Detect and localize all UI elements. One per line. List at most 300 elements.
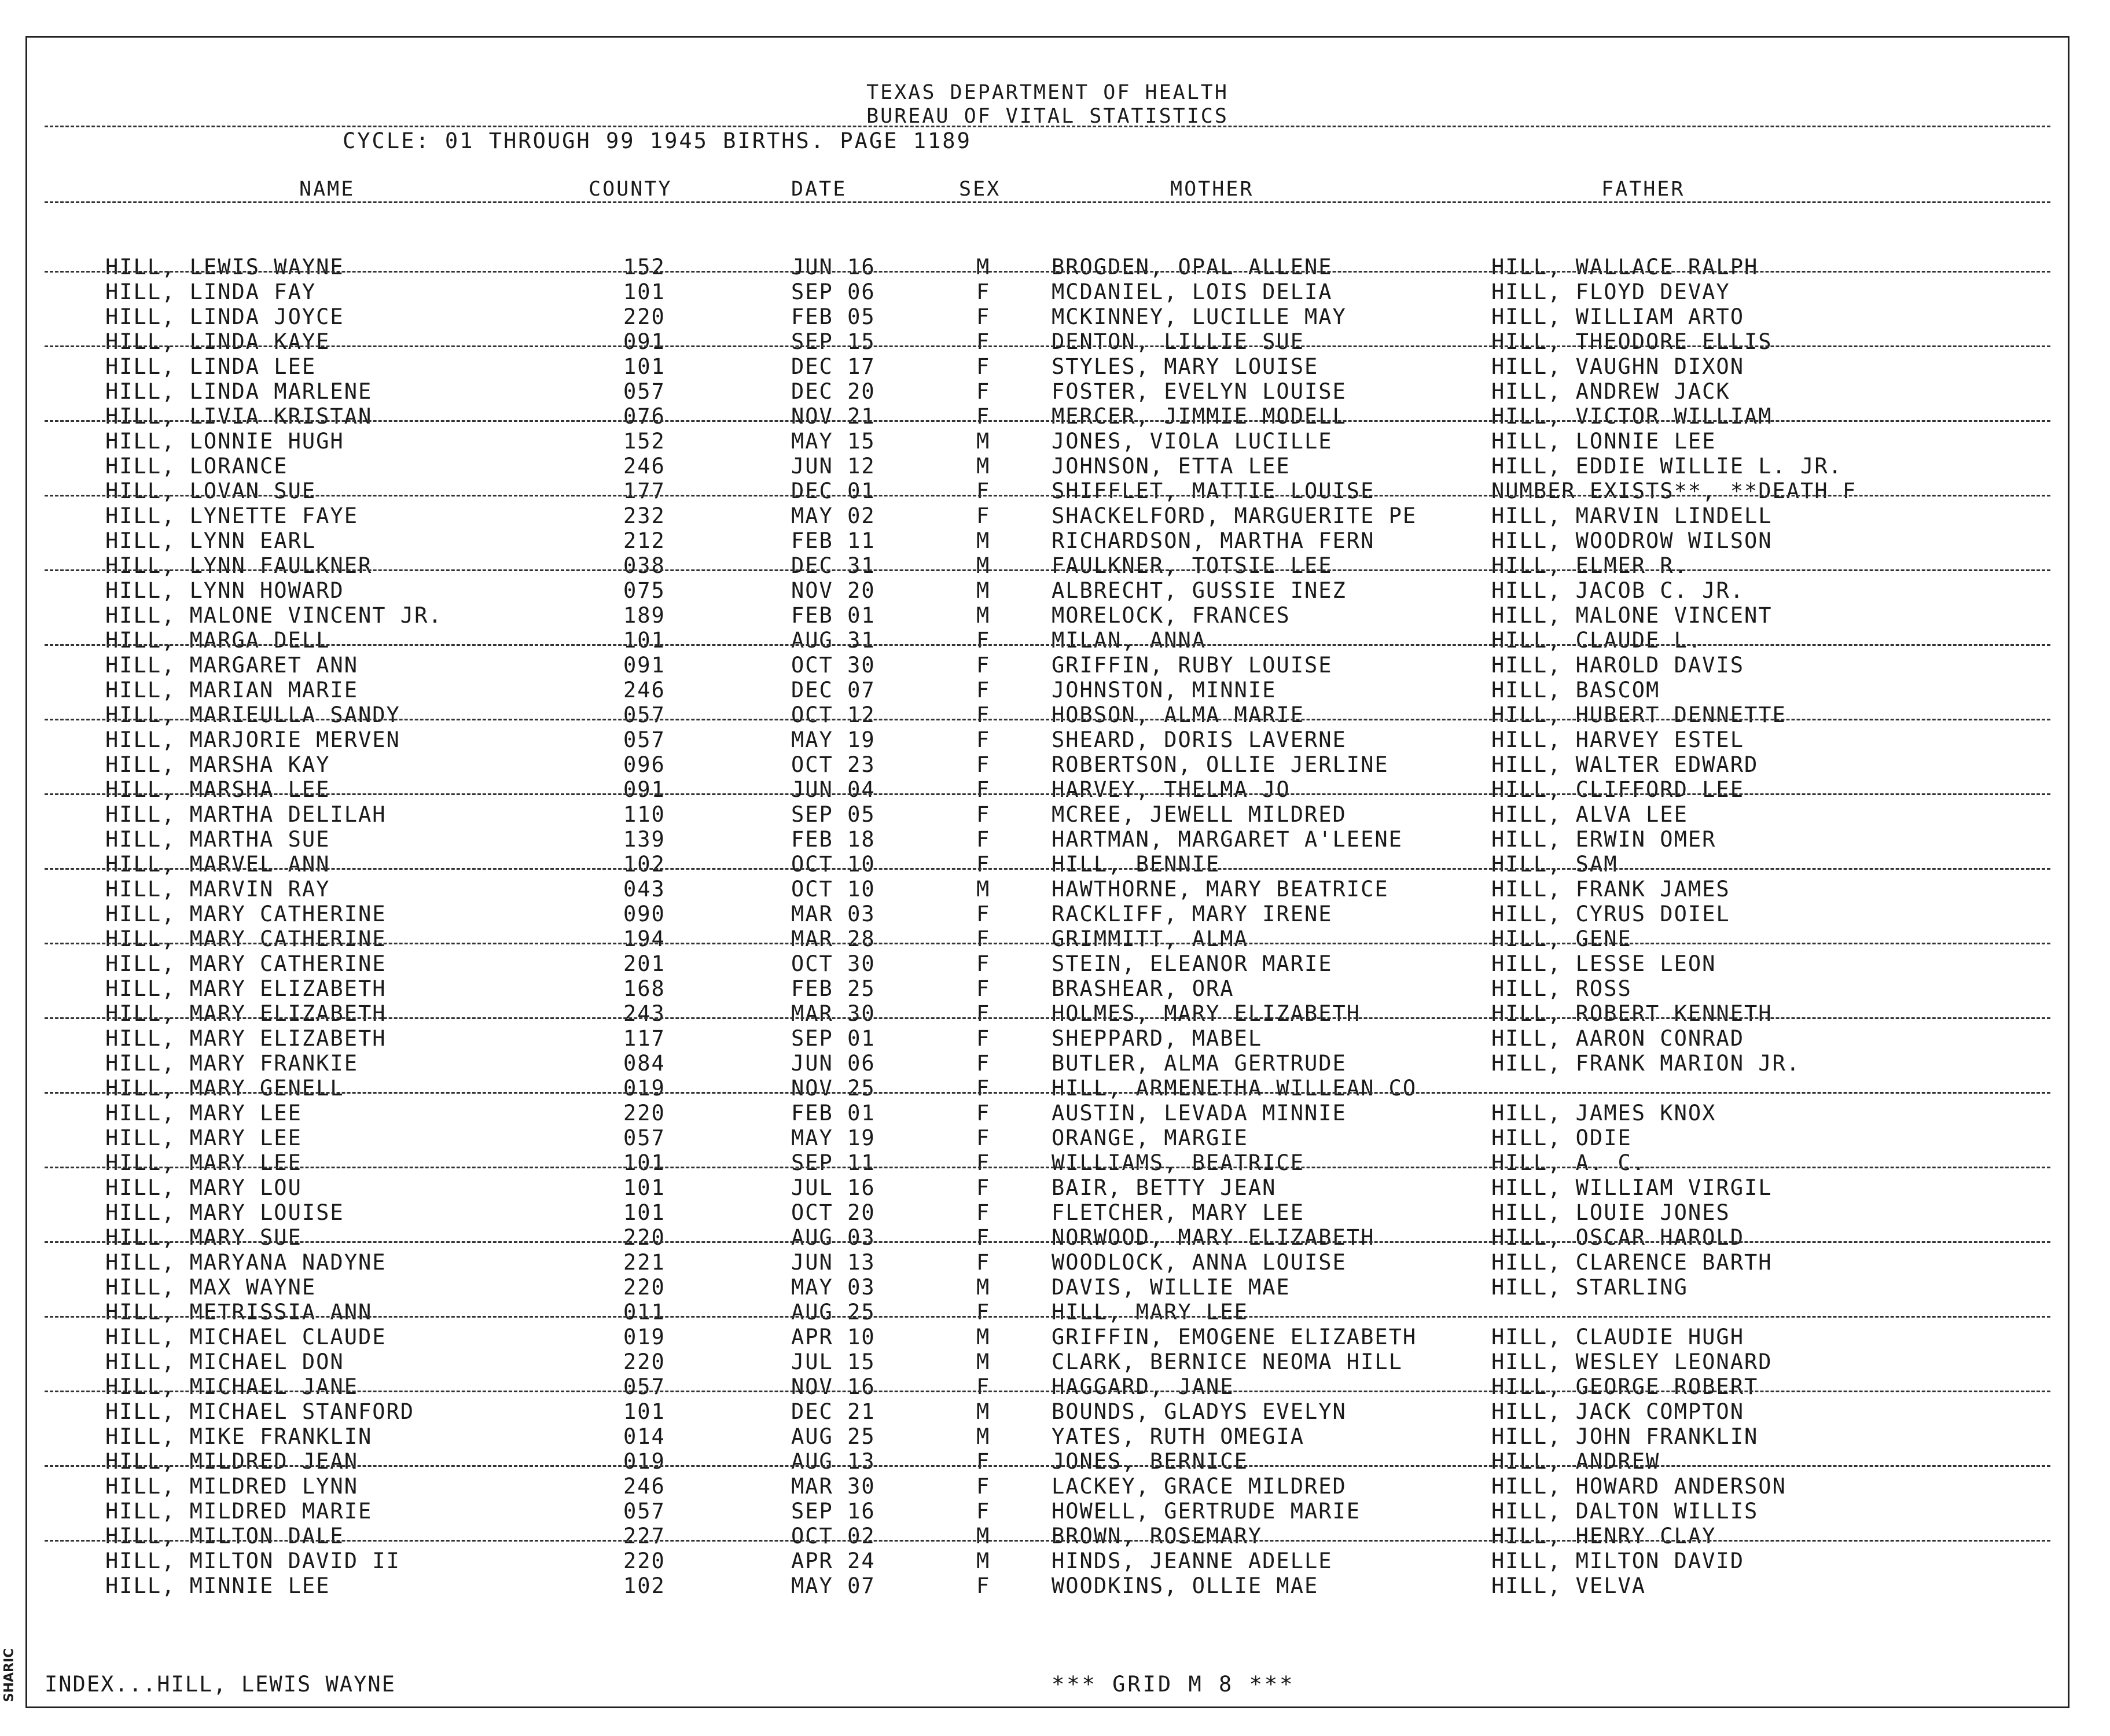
cell-date: OCT 30 xyxy=(791,653,876,678)
cell-date: OCT 20 xyxy=(791,1200,876,1225)
cell-sex: F xyxy=(976,1300,991,1325)
cell-date: APR 10 xyxy=(791,1325,876,1349)
cell-sex: M xyxy=(976,1549,991,1573)
cell-name: HILL, LOVAN SUE xyxy=(105,479,317,503)
cell-date: APR 24 xyxy=(791,1549,876,1573)
cell-name: HILL, LYNETTE FAYE xyxy=(105,503,358,528)
cell-sex: M xyxy=(976,1349,991,1374)
cell-date: MAR 30 xyxy=(791,1001,876,1026)
cell-mother: BUTLER, ALMA GERTRUDE xyxy=(1052,1051,1347,1076)
cell-name: HILL, MICHAEL CLAUDE xyxy=(105,1325,387,1349)
cell-date: MAY 15 xyxy=(791,429,876,454)
cell-date: NOV 16 xyxy=(791,1374,876,1399)
table-row xyxy=(27,503,2068,528)
cell-date: FEB 11 xyxy=(791,528,876,553)
cell-name: HILL, MILDRED MARIE xyxy=(105,1499,373,1524)
cell-name: HILL, MARY SUE xyxy=(105,1225,302,1250)
cell-name: HILL, MINNIE LEE xyxy=(105,1573,330,1598)
cell-mother: HOWELL, GERTRUDE MARIE xyxy=(1052,1499,1361,1524)
cell-sex: F xyxy=(976,354,991,379)
cell-county: 019 xyxy=(623,1076,666,1101)
cell-name: HILL, MARY LEE xyxy=(105,1150,302,1175)
cell-sex: F xyxy=(976,802,991,827)
cell-mother: FAULKNER, TOTSIE LEE xyxy=(1052,553,1333,578)
cell-mother: MILAN, ANNA xyxy=(1052,628,1207,653)
table-row xyxy=(27,628,2068,653)
cell-county: 102 xyxy=(623,1573,666,1598)
table-row xyxy=(27,926,2068,951)
cell-sex: F xyxy=(976,1126,991,1150)
cell-name: HILL, MARGA DELL xyxy=(105,628,330,653)
cell-county: 075 xyxy=(623,578,666,603)
cell-sex: M xyxy=(976,578,991,603)
cell-sex: F xyxy=(976,1474,991,1499)
cell-date: AUG 25 xyxy=(791,1300,876,1325)
cell-mother: BAIR, BETTY JEAN xyxy=(1052,1175,1277,1200)
cell-name: HILL, LIVIA KRISTAN xyxy=(105,404,373,429)
cell-name: HILL, MALONE VINCENT JR. xyxy=(105,603,443,628)
table-row xyxy=(27,553,2068,578)
cell-mother: GRIFFIN, RUBY LOUISE xyxy=(1052,653,1333,678)
cell-date: FEB 01 xyxy=(791,603,876,628)
cell-father: HILL, SAM xyxy=(1491,852,1618,877)
cell-name: HILL, MARSHA KAY xyxy=(105,752,330,777)
cell-name: HILL, LYNN EARL xyxy=(105,528,317,553)
cell-date: MAR 28 xyxy=(791,926,876,951)
cell-mother: STEIN, ELEANOR MARIE xyxy=(1052,951,1333,976)
cell-name: HILL, MILDRED LYNN xyxy=(105,1474,358,1499)
cell-father: HILL, VICTOR WILLIAM xyxy=(1491,404,1773,429)
cell-date: SEP 11 xyxy=(791,1150,876,1175)
cell-mother: MORELOCK, FRANCES xyxy=(1052,603,1291,628)
cell-father: HILL, ALVA LEE xyxy=(1491,802,1688,827)
table-row xyxy=(27,354,2068,379)
cell-father: HILL, DALTON WILLIS xyxy=(1491,1499,1759,1524)
cell-name: HILL, MAX WAYNE xyxy=(105,1275,317,1300)
cell-date: JUL 15 xyxy=(791,1349,876,1374)
cell-mother: HOLMES, MARY ELIZABETH xyxy=(1052,1001,1361,1026)
cell-county: 220 xyxy=(623,1225,666,1250)
cell-father: HILL, HUBERT DENNETTE xyxy=(1491,703,1786,727)
column-header-date: DATE xyxy=(791,178,847,201)
cell-father: HILL, WALLACE RALPH xyxy=(1491,255,1759,279)
cell-county: 084 xyxy=(623,1051,666,1076)
cell-name: HILL, MARVIN RAY xyxy=(105,877,330,902)
cell-father: NUMBER EXISTS**, **DEATH F xyxy=(1491,479,1857,503)
cell-sex: M xyxy=(976,1275,991,1300)
cell-name: HILL, MILDRED JEAN xyxy=(105,1449,358,1474)
cell-date: FEB 01 xyxy=(791,1101,876,1126)
cell-sex: F xyxy=(976,304,991,329)
cell-name: HILL, MICHAEL DON xyxy=(105,1349,344,1374)
cell-father: HILL, CLAUDE L. xyxy=(1491,628,1703,653)
cell-sex: F xyxy=(976,1499,991,1524)
cell-mother: BROGDEN, OPAL ALLENE xyxy=(1052,255,1333,279)
cell-mother: FOSTER, EVELYN LOUISE xyxy=(1052,379,1347,404)
cell-county: 101 xyxy=(623,1200,666,1225)
records-table xyxy=(27,255,2068,1598)
cell-sex: F xyxy=(976,678,991,703)
cell-father: HILL, FLOYD DEVAY xyxy=(1491,279,1730,304)
cell-sex: F xyxy=(976,1076,991,1101)
document-frame xyxy=(25,36,2069,1708)
bureau-title: BUREAU OF VITAL STATISTICS xyxy=(866,105,1229,128)
cell-name: HILL, LYNN FAULKNER xyxy=(105,553,373,578)
cell-name: HILL, MARIEULLA SANDY xyxy=(105,703,400,727)
cell-date: DEC 21 xyxy=(791,1399,876,1424)
table-row xyxy=(27,279,2068,304)
table-row xyxy=(27,329,2068,354)
cell-sex: F xyxy=(976,727,991,752)
cell-father: HILL, STARLING xyxy=(1491,1275,1688,1300)
cell-date: FEB 05 xyxy=(791,304,876,329)
cell-mother: DAVIS, WILLIE MAE xyxy=(1052,1275,1291,1300)
cell-date: AUG 13 xyxy=(791,1449,876,1474)
cell-date: DEC 07 xyxy=(791,678,876,703)
cell-county: 189 xyxy=(623,603,666,628)
cell-sex: F xyxy=(976,404,991,429)
cell-name: HILL, MARY LOUISE xyxy=(105,1200,344,1225)
cell-name: HILL, LONNIE HUGH xyxy=(105,429,344,454)
cell-date: DEC 20 xyxy=(791,379,876,404)
cell-name: HILL, LINDA JOYCE xyxy=(105,304,344,329)
table-row xyxy=(27,379,2068,404)
cell-sex: M xyxy=(976,528,991,553)
cell-date: SEP 15 xyxy=(791,329,876,354)
cell-name: HILL, MILTON DAVID II xyxy=(105,1549,400,1573)
cell-father: HILL, GEORGE ROBERT xyxy=(1491,1374,1759,1399)
cell-county: 101 xyxy=(623,1150,666,1175)
cell-sex: M xyxy=(976,1424,991,1449)
cell-father: HILL, THEODORE ELLIS xyxy=(1491,329,1773,354)
table-row xyxy=(27,1275,2068,1300)
cell-sex: F xyxy=(976,279,991,304)
cell-father: HILL, HOWARD ANDERSON xyxy=(1491,1474,1786,1499)
cell-name: HILL, LINDA LEE xyxy=(105,354,317,379)
cell-name: HILL, MARGARET ANN xyxy=(105,653,358,678)
cell-county: 152 xyxy=(623,429,666,454)
cell-county: 090 xyxy=(623,902,666,926)
cell-father: HILL, VELVA xyxy=(1491,1573,1646,1598)
cell-father: HILL, A. C. xyxy=(1491,1150,1646,1175)
cell-date: JUN 06 xyxy=(791,1051,876,1076)
cell-sex: F xyxy=(976,976,991,1001)
cell-name: HILL, MARY ELIZABETH xyxy=(105,1001,387,1026)
cell-mother: CLARK, BERNICE NEOMA HILL xyxy=(1052,1349,1403,1374)
cell-father: HILL, CLAUDIE HUGH xyxy=(1491,1325,1744,1349)
cell-name: HILL, MARY LEE xyxy=(105,1126,302,1150)
table-row xyxy=(27,1524,2068,1549)
cell-name: HILL, MILTON DALE xyxy=(105,1524,344,1549)
column-header-father: FATHER xyxy=(1601,178,1685,201)
cell-county: 220 xyxy=(623,1101,666,1126)
cell-mother: ALBRECHT, GUSSIE INEZ xyxy=(1052,578,1347,603)
cell-mother: WOODKINS, OLLIE MAE xyxy=(1052,1573,1319,1598)
cell-date: OCT 10 xyxy=(791,852,876,877)
cell-date: JUN 04 xyxy=(791,777,876,802)
cell-date: MAR 30 xyxy=(791,1474,876,1499)
cell-county: 168 xyxy=(623,976,666,1001)
cell-county: 011 xyxy=(623,1300,666,1325)
cell-mother: HAWTHORNE, MARY BEATRICE xyxy=(1052,877,1389,902)
cell-mother: SHIFFLET, MATTIE LOUISE xyxy=(1052,479,1375,503)
table-row xyxy=(27,678,2068,703)
table-row xyxy=(27,877,2068,902)
cell-sex: F xyxy=(976,1150,991,1175)
index-footer: INDEX...HILL, LEWIS WAYNE xyxy=(45,1672,396,1697)
cell-name: HILL, MARY CATHERINE xyxy=(105,902,387,926)
cell-date: OCT 23 xyxy=(791,752,876,777)
cell-father: HILL, BASCOM xyxy=(1491,678,1660,703)
cell-mother: BRASHEAR, ORA xyxy=(1052,976,1234,1001)
cell-date: NOV 20 xyxy=(791,578,876,603)
cell-father: HILL, GENE xyxy=(1491,926,1632,951)
cell-mother: RICHARDSON, MARTHA FERN xyxy=(1052,528,1375,553)
cell-county: 102 xyxy=(623,852,666,877)
cell-date: OCT 12 xyxy=(791,703,876,727)
cell-county: 246 xyxy=(623,454,666,479)
cell-sex: M xyxy=(976,454,991,479)
cell-name: HILL, MARY ELIZABETH xyxy=(105,1026,387,1051)
cell-sex: F xyxy=(976,752,991,777)
cell-mother: YATES, RUTH OMEGIA xyxy=(1052,1424,1304,1449)
table-row xyxy=(27,1424,2068,1449)
table-row xyxy=(27,1349,2068,1374)
cell-father: HILL, ROBERT KENNETH xyxy=(1491,1001,1773,1026)
cell-mother: STYLES, MARY LOUISE xyxy=(1052,354,1319,379)
cell-father: HILL, FRANK MARION JR. xyxy=(1491,1051,1801,1076)
cell-father: HILL, ODIE xyxy=(1491,1126,1632,1150)
cell-sex: F xyxy=(976,951,991,976)
column-header-mother: MOTHER xyxy=(1170,178,1254,201)
cell-date: MAY 02 xyxy=(791,503,876,528)
cell-date: JUN 13 xyxy=(791,1250,876,1275)
column-header-county: COUNTY xyxy=(589,178,672,201)
cell-mother: JONES, BERNICE xyxy=(1052,1449,1248,1474)
cell-father: HILL, CYRUS DOIEL xyxy=(1491,902,1730,926)
cell-name: HILL, LYNN HOWARD xyxy=(105,578,344,603)
cell-father: HILL, LONNIE LEE xyxy=(1491,429,1716,454)
cell-sex: F xyxy=(976,777,991,802)
cell-name: HILL, MIKE FRANKLIN xyxy=(105,1424,373,1449)
cell-date: MAR 03 xyxy=(791,902,876,926)
cell-father: HILL, HENRY CLAY xyxy=(1491,1524,1716,1549)
cell-name: HILL, MARSHA LEE xyxy=(105,777,330,802)
cell-mother: JOHNSON, ETTA LEE xyxy=(1052,454,1291,479)
cell-mother: MCDANIEL, LOIS DELIA xyxy=(1052,279,1333,304)
cell-father: HILL, ANDREW JACK xyxy=(1491,379,1730,404)
cell-name: HILL, MARTHA DELILAH xyxy=(105,802,387,827)
cell-father: HILL, HAROLD DAVIS xyxy=(1491,653,1744,678)
table-row xyxy=(27,1126,2068,1150)
cell-county: 243 xyxy=(623,1001,666,1026)
cell-name: HILL, METRISSIA ANN xyxy=(105,1300,373,1325)
table-row xyxy=(27,1175,2068,1200)
side-stamp-text: SHARIC xyxy=(2,1648,17,1702)
cell-father: HILL, EDDIE WILLIE L. JR. xyxy=(1491,454,1843,479)
cell-date: FEB 18 xyxy=(791,827,876,852)
cell-county: 227 xyxy=(623,1524,666,1549)
cell-date: SEP 06 xyxy=(791,279,876,304)
cell-county: 091 xyxy=(623,329,666,354)
cell-date: OCT 30 xyxy=(791,951,876,976)
cell-county: 177 xyxy=(623,479,666,503)
cell-sex: F xyxy=(976,1374,991,1399)
cell-county: 220 xyxy=(623,304,666,329)
cell-name: HILL, MARY CATHERINE xyxy=(105,951,387,976)
cell-sex: F xyxy=(976,1449,991,1474)
cell-county: 057 xyxy=(623,703,666,727)
cell-father: HILL, ERWIN OMER xyxy=(1491,827,1716,852)
cell-mother: HILL, ARMENETHA WILLEAN CO xyxy=(1052,1076,1417,1101)
cell-mother: HARVEY, THELMA JO xyxy=(1052,777,1291,802)
cell-name: HILL, LINDA MARLENE xyxy=(105,379,373,404)
cell-county: 038 xyxy=(623,553,666,578)
table-row xyxy=(27,404,2068,429)
table-row xyxy=(27,1200,2068,1225)
table-row xyxy=(27,1225,2068,1250)
cell-date: SEP 16 xyxy=(791,1499,876,1524)
cell-mother: BROWN, ROSEMARY xyxy=(1052,1524,1263,1549)
cell-sex: F xyxy=(976,628,991,653)
cell-date: NOV 21 xyxy=(791,404,876,429)
cell-sex: F xyxy=(976,852,991,877)
cell-county: 076 xyxy=(623,404,666,429)
cell-mother: HOBSON, ALMA MARIE xyxy=(1052,703,1304,727)
cell-sex: M xyxy=(976,1399,991,1424)
cell-date: FEB 25 xyxy=(791,976,876,1001)
cell-father: HILL, WILLIAM VIRGIL xyxy=(1491,1175,1773,1200)
cell-county: 057 xyxy=(623,1499,666,1524)
table-row xyxy=(27,777,2068,802)
cell-sex: M xyxy=(976,429,991,454)
table-row xyxy=(27,951,2068,976)
cell-county: 139 xyxy=(623,827,666,852)
cell-mother: BOUNDS, GLADYS EVELYN xyxy=(1052,1399,1347,1424)
cell-mother: JOHNSTON, MINNIE xyxy=(1052,678,1277,703)
cell-sex: F xyxy=(976,926,991,951)
cell-mother: MCREE, JEWELL MILDRED xyxy=(1052,802,1347,827)
cell-father: HILL, ELMER R. xyxy=(1491,553,1688,578)
cell-father: HILL, JACOB C. JR. xyxy=(1491,578,1744,603)
column-header-name: NAME xyxy=(299,178,355,201)
cell-mother: JONES, VIOLA LUCILLE xyxy=(1052,429,1333,454)
cell-mother: LACKEY, GRACE MILDRED xyxy=(1052,1474,1347,1499)
cell-sex: F xyxy=(976,1101,991,1126)
cell-name: HILL, LINDA KAYE xyxy=(105,329,330,354)
cell-name: HILL, MARY GENELL xyxy=(105,1076,344,1101)
cell-mother: HILL, BENNIE xyxy=(1052,852,1221,877)
cell-sex: M xyxy=(976,1325,991,1349)
cell-county: 101 xyxy=(623,354,666,379)
table-row xyxy=(27,703,2068,727)
cell-date: JUN 12 xyxy=(791,454,876,479)
cell-mother: WILLIAMS, BEATRICE xyxy=(1052,1150,1304,1175)
cell-county: 091 xyxy=(623,777,666,802)
cell-county: 194 xyxy=(623,926,666,951)
table-row xyxy=(27,802,2068,827)
table-row xyxy=(27,1549,2068,1573)
cell-name: HILL, MARTHA SUE xyxy=(105,827,330,852)
cell-father: HILL, FRANK JAMES xyxy=(1491,877,1730,902)
cell-mother: HILL, MARY LEE xyxy=(1052,1300,1248,1325)
table-row xyxy=(27,479,2068,503)
cell-county: 091 xyxy=(623,653,666,678)
cell-sex: F xyxy=(976,653,991,678)
cell-name: HILL, MARIAN MARIE xyxy=(105,678,358,703)
cell-name: HILL, MARYANA NADYNE xyxy=(105,1250,387,1275)
cell-county: 152 xyxy=(623,255,666,279)
table-row xyxy=(27,976,2068,1001)
cell-county: 101 xyxy=(623,279,666,304)
cell-father: HILL, WOODROW WILSON xyxy=(1491,528,1773,553)
table-row xyxy=(27,902,2068,926)
cell-sex: F xyxy=(976,1225,991,1250)
cell-date: AUG 31 xyxy=(791,628,876,653)
cell-sex: F xyxy=(976,1026,991,1051)
cell-county: 220 xyxy=(623,1549,666,1573)
cell-mother: HARTMAN, MARGARET A'LEENE xyxy=(1052,827,1403,852)
table-row xyxy=(27,255,2068,279)
cell-date: MAY 03 xyxy=(791,1275,876,1300)
column-header-sex: SEX xyxy=(959,178,1001,201)
cell-mother: ROBERTSON, OLLIE JERLINE xyxy=(1052,752,1389,777)
table-row xyxy=(27,852,2068,877)
cell-father: HILL, LESSE LEON xyxy=(1491,951,1716,976)
cell-date: SEP 01 xyxy=(791,1026,876,1051)
cell-county: 246 xyxy=(623,1474,666,1499)
column-header-divider xyxy=(45,201,2050,203)
side-stamp xyxy=(2,1643,16,1707)
cell-father: HILL, WILLIAM ARTO xyxy=(1491,304,1744,329)
cell-date: JUL 16 xyxy=(791,1175,876,1200)
cell-sex: F xyxy=(976,1573,991,1598)
cell-mother: AUSTIN, LEVADA MINNIE xyxy=(1052,1101,1347,1126)
table-row xyxy=(27,752,2068,777)
cell-sex: M xyxy=(976,1524,991,1549)
table-row xyxy=(27,1399,2068,1424)
cell-date: MAY 19 xyxy=(791,727,876,752)
cell-mother: ORANGE, MARGIE xyxy=(1052,1126,1248,1150)
cell-mother: DENTON, LILLIE SUE xyxy=(1052,329,1304,354)
cell-father: HILL, OSCAR HAROLD xyxy=(1491,1225,1744,1250)
cell-father: HILL, CLARENCE BARTH xyxy=(1491,1250,1773,1275)
cell-father: HILL, MILTON DAVID xyxy=(1491,1549,1744,1573)
cell-county: 232 xyxy=(623,503,666,528)
cell-mother: WOODLOCK, ANNA LOUISE xyxy=(1052,1250,1347,1275)
cell-county: 019 xyxy=(623,1325,666,1349)
cell-sex: F xyxy=(976,1001,991,1026)
table-row xyxy=(27,827,2068,852)
cell-mother: GRIMMITT, ALMA xyxy=(1052,926,1248,951)
cell-name: HILL, MICHAEL JANE xyxy=(105,1374,358,1399)
cell-sex: M xyxy=(976,553,991,578)
cell-mother: HAGGARD, JANE xyxy=(1052,1374,1234,1399)
cell-date: OCT 10 xyxy=(791,877,876,902)
cell-county: 201 xyxy=(623,951,666,976)
cell-name: HILL, LEWIS WAYNE xyxy=(105,255,344,279)
cell-mother: SHACKELFORD, MARGUERITE PE xyxy=(1052,503,1417,528)
table-row xyxy=(27,603,2068,628)
cell-mother: HINDS, JEANNE ADELLE xyxy=(1052,1549,1333,1573)
cell-sex: M xyxy=(976,603,991,628)
table-row xyxy=(27,1573,2068,1598)
cell-sex: M xyxy=(976,255,991,279)
cell-mother: SHEARD, DORIS LAVERNE xyxy=(1052,727,1347,752)
cell-sex: F xyxy=(976,1051,991,1076)
table-row xyxy=(27,653,2068,678)
cell-name: HILL, LINDA FAY xyxy=(105,279,317,304)
